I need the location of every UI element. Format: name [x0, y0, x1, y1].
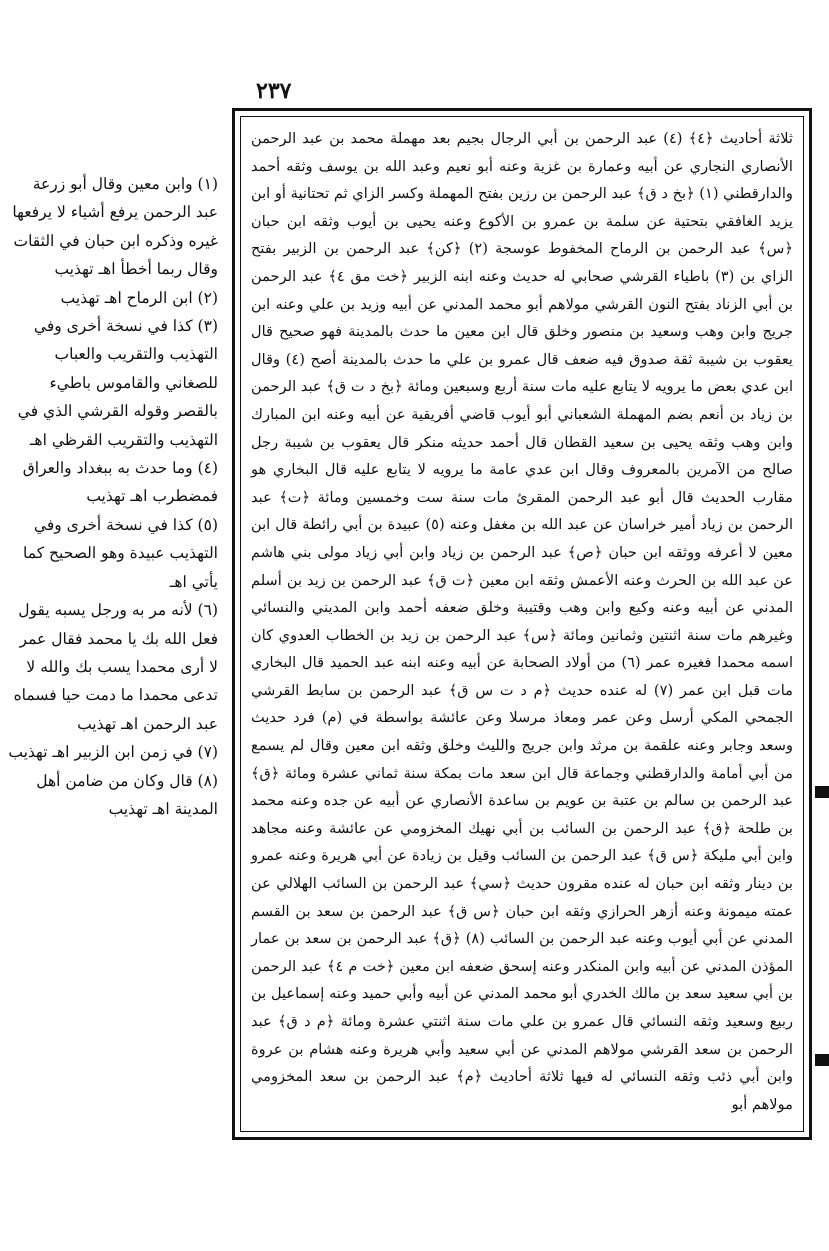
- footnote-2: (٢) ابن الرماح اهـ تهذيب: [60, 288, 218, 307]
- page-number: ٢٣٧: [256, 78, 292, 104]
- footnote-8: (٨) قال وكان من ضامن أهل المدينة اهـ تهذيب: [36, 771, 218, 818]
- footnote-6: (٦) لأنه مر به ورجل يسبه يقول فعل الله بك يا محمد فقال عمر لا أرى محمدا يسب بك والله لا تدعى محمدا ما دمت حيا فسماه عبد الرحمن اهـ تهذيب: [13, 601, 218, 733]
- footnote-7: (٧) في زمن ابن الزبير اهـ تهذيب: [8, 743, 218, 762]
- main-text-frame: [240, 116, 804, 1132]
- main-paragraph: ثلاثة أحاديث ﴿٤﴾ (٤) عبد الرحمن بن أبي الرجال بجيم بعد مهملة محمد بن عبد الرحمن الأنصاري النجاري عن أبيه وعمارة بن غزية وعنه أبو نعيم وعبد الله بن يوسف وثقه أحمد والدارقطني (١) ﴿بخ د ق﴾ عبد الرحمن بن رزين بفتح المهملة وكسر الزاي ثم تحتانية أو ابن يزيد الغافقي بتحتية عن سلمة بن عمرو بن الأكوع وعنه يحيى بن أيوب وثقه ابن حبان ﴿س﴾ عبد الرحمن بن الرماح المخفوط عوسجة (٢) ﴿كن﴾ عبد الرحمن بن الزبير بفتح الزاي بن (٣) باطياء القرشي صحابي له حديث وعنه ابنه الزبير ﴿خت مق ٤﴾ عبد الرحمن بن أبي الزناد بفتح النون القرشي مولاهم أبو محمد المدني عن أبيه وزيد بن علي وعنه ابن جريج وابن وهب وسعيد بن منصور وخلق قال ابن معين ما حدث بالمدينة فهو صحيح قال يعقوب بن شيبة ثقة صدوق فيه ضعف قال عمرو بن علي ما حدث بالمدينة أصح (٤) وقال ابن عدي بعض ما يرويه لا يتابع عليه مات سنة أربع وسبعين ومائة ﴿بخ د ت ق﴾ عبد الرحمن بن زياد بن أنعم بضم المهملة الشعباني أبو أيوب قاضي أفريقية عن أبيه وعنه ابن المبارك وابن وهب وثقه يحيى بن سعيد القطان قال أحمد حديثه منكر قال يعقوب بن شيبة رجل صالح من الآمرين بالمعروف وقال ابن عدي عامة ما يرويه لا يتابع عليه قال البخاري هو مقارب الحديث قال أبو عبد الرحمن المقرئ مات سنة ست وخمسين ومائة ﴿ت﴾ عبد الرحمن بن زياد أمير خراسان عن عبد الله بن مغفل وعنه (٥) عبيدة بن أبي رائطة قال ابن معين لا أعرفه ووثقه ابن حبان ﴿ص﴾ عبد الرحمن بن زياد وابن أبي زياد مولى بني هاشم عن عبد الله بن الحرث وعنه الأعمش وثقه ابن معين ﴿ت ق﴾ عبد الرحمن بن زيد بن أسلم المدني عن أبيه وعنه وكيع وابن وهب وقتيبة وخلق ضعفه أحمد وابن المديني والنسائي وغيرهم مات سنة اثنتين وثمانين ومائة ﴿س﴾ عبد الرحمن بن زيد بن الخطاب العدوي كان اسمه محمدا فغيره عمر (٦) من أولاد الصحابة عن أبيه وعنه ابنه عبد الحميد قال البخاري مات قبل ابن عمر (٧) له عنده حديث ﴿م د ت س ق﴾ عبد الرحمن بن سابط القرشي الجمحي المكي أرسل وعن عمر ومعاذ مرسلا وعن عائشة بواسطة في (م) فرد حديث وسعد وجابر وعنه علقمة بن مرثد وابن جريج والليث وخلق وثقه ابن معين وقال لم يسمع من أبي أمامة والدارقطني وجماعة قال ابن سعد مات بمكة سنة ثماني عشرة ومائة ﴿ق﴾ عبد الرحمن بن سالم بن عتبة بن عويم بن ساعدة الأنصاري عن أبيه عن جده وعنه محمد بن طلحة ﴿ق﴾ عبد الرحمن بن السائب بن أبي نهيك المخزومي عن عائشة وعنه مجاهد وابن أبي مليكة ﴿س ق﴾ عبد الرحمن بن السائب وقيل بن زيادة عن أبي هريرة وعنه عمرو بن دينار وثقه ابن حبان له عنده مقرون حديث ﴿سي﴾ عبد الرحمن بن السائب الهلالي عن عمته ميمونة وعنه أزهر الحرازي وثقه ابن حبان ﴿س ق﴾ عبد الرحمن بن سعد بن القسم المدني عن أبي أيوب وعنه عبد الرحمن بن السائب (٨) ﴿ق﴾ عبد الرحمن بن سعد بن عمار المؤذن المدني عن أبيه وابن المنكدر وعنه إسحق ضعفه ابن معين ﴿خت م ٤﴾ عبد الرحمن بن أبي سعيد سعد بن مالك الخدري أبو محمد المدني عن أبيه وأبي حميد وعنه إسماعيل بن ربيع وسعيد وثقه النسائي قال عمرو بن علي مات سنة اثنتي عشرة ومائة ﴿م د ق﴾ عبد الرحمن بن سعد القرشي مولاهم المدني عن أبي سعيد وأبي هريرة وعنه هشام بن عروة وابن أبي ذئب وثقه النسائي له فيها ثلاثة أحاديث ﴿م﴾ عبد الرحمن بن سعد المخزومي مولاهم أبو: [251, 130, 793, 1113]
- footnotes-column: [8, 170, 218, 1130]
- footnote-5: (٥) كذا في نسخة أخرى وفي التهذيب عبيدة وهو الصحيح كما يأتي اهـ: [23, 515, 218, 591]
- edge-marker-lower: [815, 1054, 829, 1066]
- footnote-1: (١) وابن معين وقال أبو زرعة عبد الرحمن يرفع أشياء لا يرفعها غيره وذكره ابن حبان في الثقات وقال ربما أخطأ اهـ تهذيب: [12, 175, 218, 279]
- footnote-3: (٣) كذا في نسخة أخرى وفي التهذيب والتقريب والعباب للصغاني والقاموس باطيء بالقصر وقوله القرشي الذي في التهذيب والتقريب القرظي اهـ: [17, 317, 218, 449]
- main-text-body: [251, 125, 793, 1118]
- footnote-4: (٤) وما حدث به ببغداد والعراق فمضطرب اهـ تهذيب: [22, 459, 218, 506]
- edge-marker-upper: [815, 786, 829, 798]
